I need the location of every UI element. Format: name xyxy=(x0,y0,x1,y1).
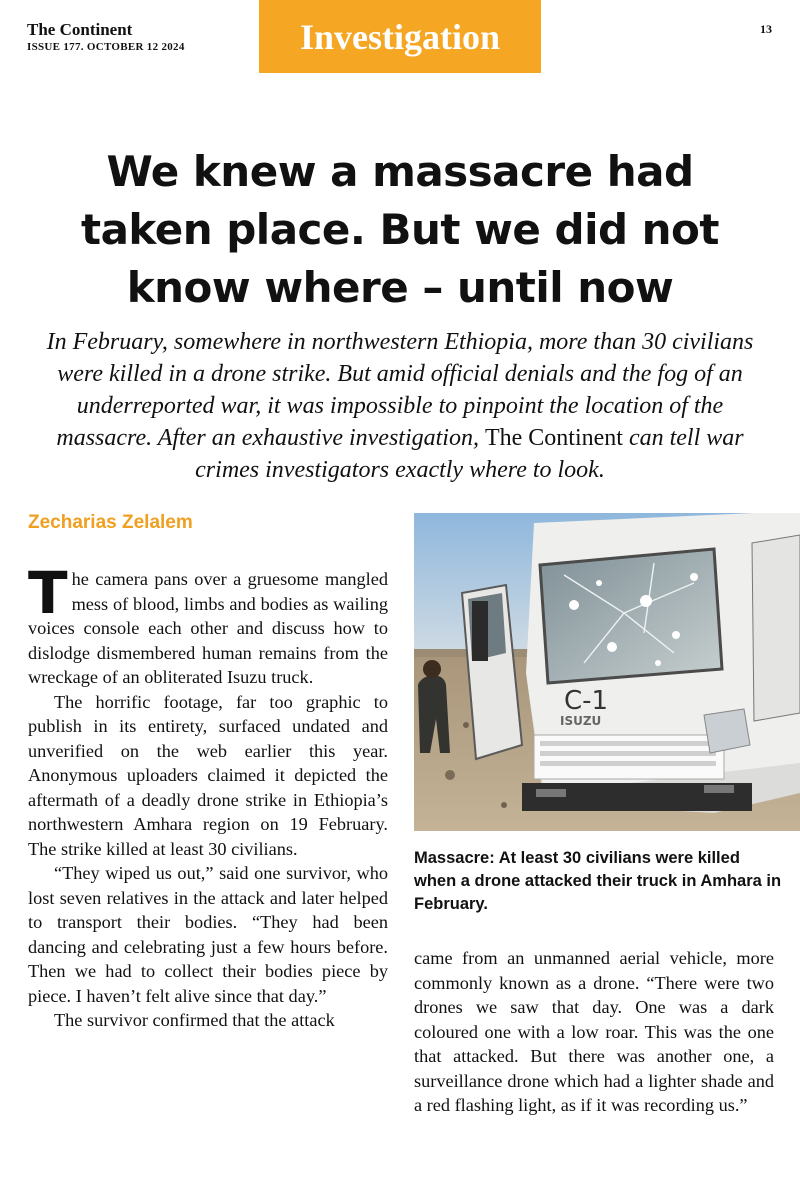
headline: We knew a massacre had taken place. But we did not know where – until now xyxy=(81,147,719,312)
section-label: Investigation xyxy=(259,0,541,73)
standfirst-publication: The Continent xyxy=(484,425,623,451)
photo-caption: Massacre: At least 30 civilians were killed when a drone attacked their truck in Amhara in February. xyxy=(414,849,782,913)
standfirst-text-2: can tell war crimes investigators exactly where to look. xyxy=(195,425,744,483)
paragraph-3: “They wiped us out,” said one survivor, who lost seven relatives in the attack and later helped to transport their bodies. “They had been dancing and celebrating just a few hours before. Then we had to collect their bodies piece by piece. I haven’t felt alive since that day.” xyxy=(28,863,388,1006)
byline: Zecharias Zelalem xyxy=(28,512,193,533)
paragraph-2: The horrific footage, far too graphic to publish in its entirety, surfaced undated and unverified on the web earlier this year. Anonymous uploaders claimed it depicted the aftermath of a deadly drone strike in Ethiopia’s northwestern Amhara region on 19 February. The strike killed at least 30 civilians. xyxy=(28,691,388,859)
paragraph-4-continued: came from an unmanned aerial vehicle, more commonly known as a drone. “There were two drones we saw that day. One was a dark coloured one with a low roar. This was the one that attacked. But there was another one, a surveillance drone which had a lighter shade and a red flashing light, as if it was recording us.” xyxy=(414,948,774,1115)
paragraph-1-text: he camera pans over a gruesome mangled mess of blood, limbs and bodies as wailing voices console each other and discuss how to dislodge dismembered human remains from the wreckage of an obliterated Isuzu truck. xyxy=(28,569,388,687)
paragraph-1 xyxy=(28,559,388,690)
truck-photo xyxy=(414,513,800,831)
paragraph-4-start: The survivor confirmed that the attack xyxy=(54,1010,335,1030)
drop-cap: T xyxy=(28,559,68,627)
publication-name: The Continent xyxy=(27,20,133,39)
truck-brand-badge: ISUZU xyxy=(560,714,602,728)
issue-info: ISSUE 177. OCTOBER 12 2024 xyxy=(27,41,185,53)
standfirst xyxy=(28,326,772,486)
article-column-left xyxy=(28,559,388,1033)
page-number: 13 xyxy=(760,22,772,36)
masthead xyxy=(27,20,185,54)
article-column-right xyxy=(414,946,774,1118)
truck-door-marking: C-1 xyxy=(564,686,609,716)
standfirst-text-1: In February, somewhere in northwestern Ethiopia, more than 30 civilians were killed in a drone strike. But amid official denials and the fog of an underreported war, it was impossible to pinpoint the location of the massacre. After an exhaustive investigation, xyxy=(46,329,754,451)
